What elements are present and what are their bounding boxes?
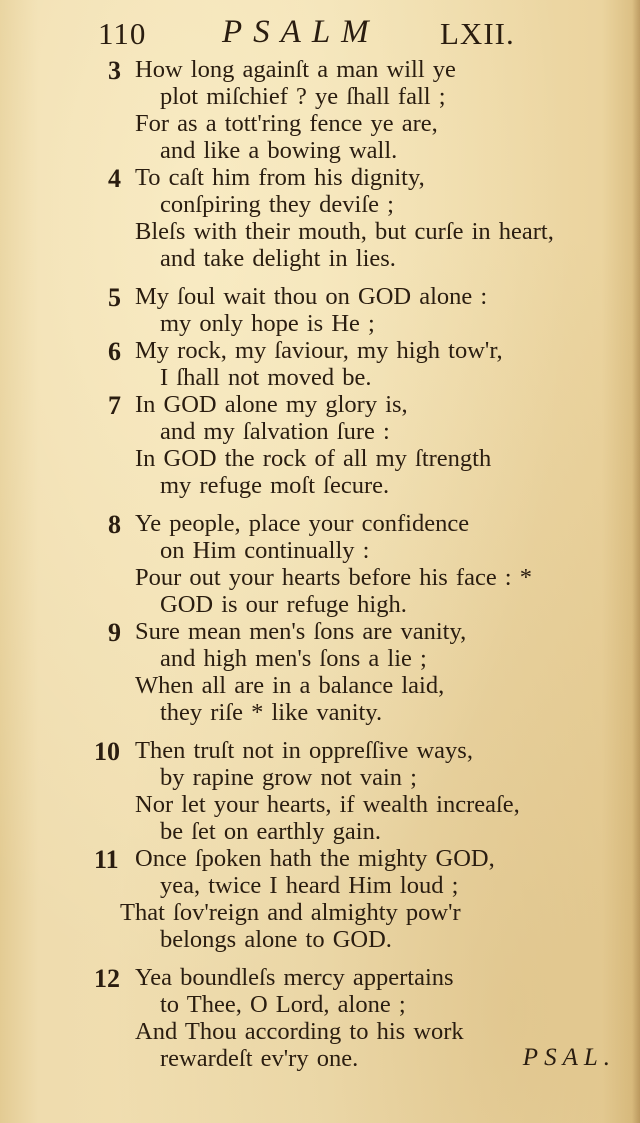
verse-line: and my ſalvation ſure : <box>160 418 390 445</box>
verse-line: conſpiring they deviſe ; <box>160 191 394 218</box>
running-title: PSALM <box>222 14 380 50</box>
verse-line: When all are in a balance laid, <box>135 672 445 699</box>
verse-line: My ſoul wait thou on GOD alone : <box>135 283 488 310</box>
verse-number: 12 <box>94 964 120 993</box>
verse-number: 4 <box>108 164 121 193</box>
verse-line: rewardeſt ev'ry one. <box>160 1045 359 1072</box>
verse-9 <box>0 618 640 726</box>
verse-12 <box>0 964 640 1072</box>
verse-6 <box>0 337 640 391</box>
verse-line: Pour out your hearts before his face : * <box>135 564 532 591</box>
verse-line: and like a bowing wall. <box>160 137 398 164</box>
verse-number: 7 <box>108 391 121 420</box>
verse-line: GOD is our refuge high. <box>160 591 407 618</box>
verse-line: To caſt him from his dignity, <box>135 164 425 191</box>
verse-line: Sure mean men's ſons are vanity, <box>135 618 467 645</box>
verse-line: Once ſpoken hath the mighty GOD, <box>135 845 495 872</box>
verse-line: and high men's ſons a lie ; <box>160 645 427 672</box>
verse-line: And Thou according to his work <box>135 1018 464 1045</box>
verse-number: 9 <box>108 618 121 647</box>
verse-line: Nor let your hearts, if wealth increaſe, <box>135 791 520 818</box>
verse-8 <box>0 510 640 618</box>
verse-11 <box>0 845 640 953</box>
stanza-gap <box>0 499 640 510</box>
psalm-number: LXII. <box>440 16 515 51</box>
verse-line: to Thee, O Lord, alone ; <box>160 991 406 1018</box>
verse-line: on Him continually : <box>160 537 370 564</box>
verse-10 <box>0 737 640 845</box>
verse-number: 3 <box>108 56 121 85</box>
verse-line: For as a tott'ring fence ye are, <box>135 110 438 137</box>
verse-number: 5 <box>108 283 121 312</box>
verse-line: In GOD alone my glory is, <box>135 391 408 418</box>
verse-line: My rock, my ſaviour, my high tow'r, <box>135 337 503 364</box>
verse-line: That ſov'reign and almighty pow'r <box>120 899 461 926</box>
verse-line: belongs alone to GOD. <box>160 926 392 953</box>
verse-7 <box>0 391 640 499</box>
verse-4 <box>0 164 640 272</box>
verse-number: 10 <box>94 737 120 766</box>
verse-number: 6 <box>108 337 121 366</box>
verse-list <box>0 56 640 1072</box>
catchword: PSAL. <box>522 1044 616 1071</box>
verse-line: be ſet on earthly gain. <box>160 818 381 845</box>
verse-number: 11 <box>94 845 119 874</box>
page-number: 110 <box>98 16 147 51</box>
verse-5 <box>0 283 640 337</box>
verse-line: they riſe * like vanity. <box>160 699 383 726</box>
verse-line: Yea boundleſs mercy appertains <box>135 964 454 991</box>
stanza-gap <box>0 272 640 283</box>
verse-line: How long againſt a man will ye <box>135 56 456 83</box>
verse-number: 8 <box>108 510 121 539</box>
verse-line: yea, twice I heard Him loud ; <box>160 872 459 899</box>
verse-line: Bleſs with their mouth, but curſe in heart, <box>135 218 554 245</box>
verse-line: In GOD the rock of all my ſtrength <box>135 445 492 472</box>
verse-line: plot miſchief ? ye ſhall fall ; <box>160 83 446 110</box>
running-header <box>0 14 640 54</box>
stanza-gap <box>0 726 640 737</box>
stanza-gap <box>0 953 640 964</box>
verse-line: I ſhall not moved be. <box>160 364 372 391</box>
verse-line: Then truſt not in oppreſſive ways, <box>135 737 473 764</box>
verse-line: and take delight in lies. <box>160 245 396 272</box>
verse-line: my only hope is He ; <box>160 310 375 337</box>
verse-line: by rapine grow not vain ; <box>160 764 417 791</box>
verse-line: Ye people, place your confidence <box>135 510 470 537</box>
verse-3 <box>0 56 640 164</box>
verse-line: my refuge moſt ſecure. <box>160 472 390 499</box>
